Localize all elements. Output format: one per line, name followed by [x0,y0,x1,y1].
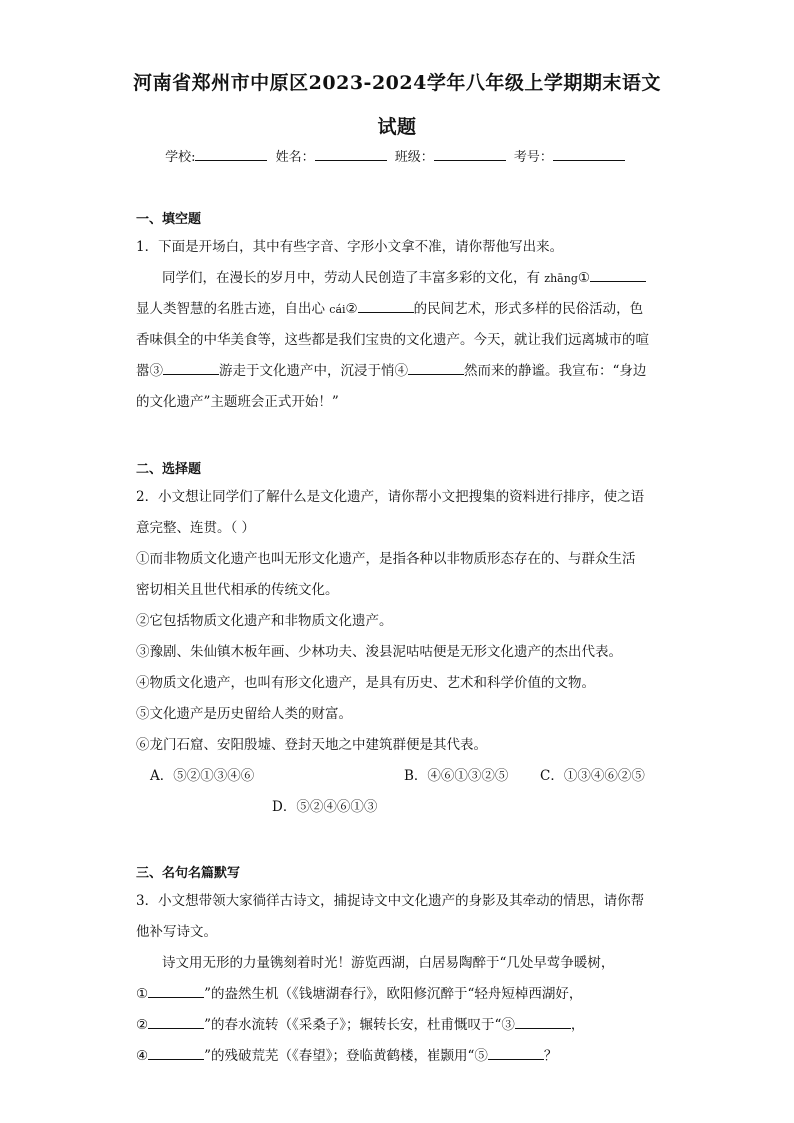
q2-item3: ③豫剧、朱仙镇木板年画、少林功夫、浚县泥咕咕便是无形文化遗产的杰出代表。 [136,644,622,660]
doc-title-line2: 试题 [377,116,417,138]
q3-line2 [136,982,582,1002]
student-info-row [0,146,794,165]
q2-option-c[interactable]: C．①③④⑥②⑤ [540,768,645,784]
q1-text: 显人类智慧的名胜古迹，自出心 [136,301,325,317]
q3-line3 [136,1013,584,1033]
q1-para-line5: 的文化遗产”主题班会正式开始！” [136,394,339,410]
q2-item2: ②它包括物质文化遗产和非物质文化遗产。 [136,613,393,629]
exam-no-label: 考号： [513,150,553,165]
q2-item6: ⑥龙门石窟、安阳殷墟、登封天地之中建筑群便是其代表。 [136,737,487,753]
q3-stem-line2: 他补写诗文。 [136,924,217,940]
q2-stem-line2: 意完整、连贯。（ ） [136,520,256,536]
section-fill-blank: 一、填空题 [136,212,202,227]
q2-stem-line1: 2．小文想让同学们了解什么是文化遗产，请你帮小文把搜集的资料进行排序，使之语 [136,489,645,505]
name-blank[interactable] [315,148,387,161]
q3-mark4: ④ [136,1048,149,1064]
q1-blank3[interactable] [163,362,219,375]
class-blank[interactable] [434,148,506,161]
q1-blank2[interactable] [358,300,414,313]
q3-blank3[interactable] [515,1016,571,1029]
q2-item1-line2: 密切相关且世代相承的传统文化。 [136,582,339,598]
q3-text: ？ [543,1048,558,1064]
q3-blank5[interactable] [488,1047,544,1060]
q3-blank1[interactable] [148,985,204,998]
doc-title-line1: 河南省郑州市中原区2023-2024学年八年级上学期期末语文 [133,72,661,94]
q1-mark1: ① [577,270,590,286]
section-choice: 二、选择题 [136,462,202,477]
school-blank[interactable] [195,148,267,161]
q1-stem: 1．下面是开场白，其中有些字音、字形小文拿不准，请你帮他写出来。 [136,239,564,255]
name-label: 姓名： [275,150,315,165]
q1-text: 嚣③ [136,363,163,379]
q2-item4: ④物质文化遗产，也叫有形文化遗产，是具有历史、艺术和科学价值的文物。 [136,675,595,691]
q3-stem-line1: 3．小文想带领大家徜徉古诗文，捕捉诗文中文化遗产的身影及其牵动的情思，请你帮 [136,893,645,909]
q1-mark2: ② [345,301,358,317]
q2-option-a[interactable]: A．⑤②①③④⑥ [150,768,255,784]
q1-text: 然而来的静谧。我宣布：“身边 [464,363,647,379]
school-label: 学校: [165,150,196,165]
exam-no-blank[interactable] [553,148,625,161]
q1-text: 游走于文化遗产中，沉浸于悄④ [219,363,408,379]
q3-text: ”的春水流转（《采桑子》；辗转长安，杜甫慨叹于“③ [204,1017,515,1033]
q1-pinyin2: cái [329,303,346,316]
q3-line1: 诗文用无形的力量镌刻着时光！游览西湖，白居易陶醉于“几处早莺争暖树， [162,955,615,971]
q1-blank1[interactable] [590,269,646,282]
q1-blank4[interactable] [408,362,464,375]
q1-para-line4 [136,359,646,379]
q3-text: ”的盎然生机（《钱塘湖春行》，欧阳修沉醉于“轻舟短棹西湖好， [204,986,583,1002]
q3-blank4[interactable] [148,1047,204,1060]
q1-para-line3: 香味俱全的中华美食等，这些都是我们宝贵的文化遗产。今天，就让我们远离城市的喧 [136,332,649,348]
q2-option-d[interactable]: D．⑤②④⑥①③ [272,799,378,815]
q1-text: 同学们，在漫长的岁月中，劳动人民创造了丰富多彩的文化，有 [162,270,540,286]
q3-text: ， [570,1017,585,1033]
q3-text: ”的残破荒芜（《春望》；登临黄鹤楼，崔颢用“⑤ [204,1048,488,1064]
q1-para-line2 [136,297,643,317]
q1-text: 的民间艺术，形式多样的民俗活动，色 [413,301,644,317]
q3-blank2[interactable] [148,1016,204,1029]
q1-para-line1 [162,266,646,286]
q2-item1-line1: ①而非物质文化遗产也叫无形文化遗产，是指各种以非物质形态存在的、与群众生活 [136,551,636,567]
q3-mark1: ① [136,986,149,1002]
q2-item5: ⑤文化遗产是历史留给人类的财富。 [136,706,352,722]
q3-mark2: ② [136,1017,149,1033]
q1-pinyin1: zhāng [544,272,578,285]
q2-option-b[interactable]: B．④⑥①③②⑤ [404,768,509,784]
class-label: 班级： [394,150,434,165]
section-recitation: 三、名句名篇默写 [136,866,241,881]
q3-line4 [136,1044,557,1064]
